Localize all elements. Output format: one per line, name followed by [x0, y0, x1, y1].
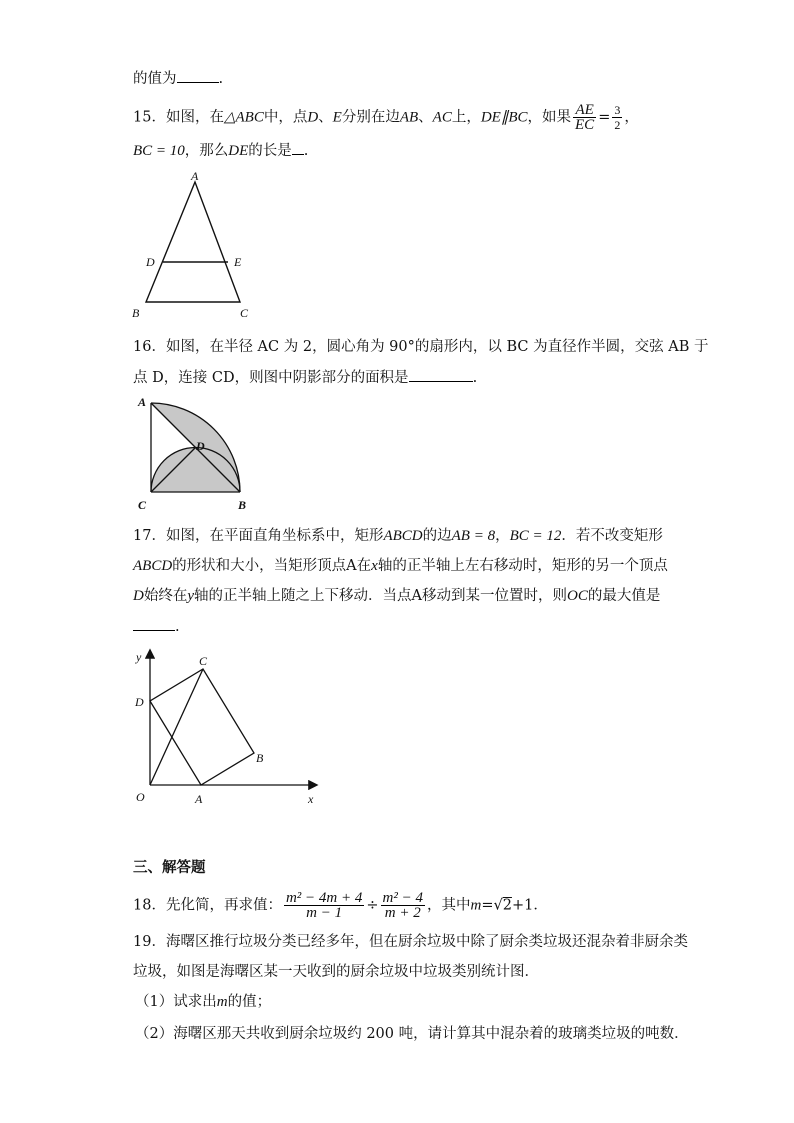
q18-eq: = — [481, 897, 494, 914]
q14-tail-line — [133, 68, 223, 89]
q19-text: 19．海曙区推行垃圾分类已经多年，但在厨余垃圾中除了厨余类垃圾还混杂着非厨余类 — [133, 934, 688, 950]
q15-point-d: D — [307, 109, 319, 126]
q15-line2 — [133, 140, 308, 161]
q17-point-a: A — [411, 588, 422, 604]
q18-sqrt: √2 — [493, 897, 512, 914]
q15-number: 15． — [133, 109, 166, 126]
q15-triangle: △ABC — [223, 109, 264, 126]
q16-label-b: B — [238, 498, 247, 512]
q15-triangle-figure — [128, 168, 268, 320]
q16-label-a: A — [138, 395, 147, 409]
q16-label-c: C — [138, 498, 147, 512]
q18-text: ，其中 — [426, 897, 471, 914]
q17-ab-value: = 8 — [469, 528, 496, 544]
q15-text: ， — [624, 109, 639, 126]
q17-text: 的边 — [422, 528, 452, 544]
q18-text: 18．先化简，再求值： — [133, 897, 282, 914]
q17-text: 的形状和大小，当矩形顶点 — [172, 558, 347, 574]
q17-text: 移动到某一位置时，则 — [422, 588, 567, 604]
q15-ratio-right: $\frac{3}{2}$ — [614, 103, 621, 132]
q17-rect: ABCD — [383, 528, 423, 544]
q15-text: ，如果 — [527, 109, 572, 126]
q18-m: m — [470, 897, 482, 914]
q19-sub1-text: （1）试求出 — [135, 994, 217, 1010]
q16-end: . — [472, 370, 478, 386]
q15-point-e: E — [332, 109, 342, 126]
q16-text: 16．如图，在半径 AC 为 2，圆心角为 90°的扇形内，以 BC 为直径作半圆，交弦 AB 于 — [133, 339, 709, 355]
q18-line — [133, 891, 548, 920]
q14-answer-blank[interactable] — [177, 68, 219, 83]
q17-line2 — [133, 556, 668, 576]
q15-label-e: E — [234, 255, 242, 269]
q17-label-x: x — [308, 792, 314, 806]
q17-point-d: D — [133, 588, 144, 604]
q17-text: ， — [495, 528, 510, 544]
q15-bc-value: = 10 — [152, 143, 185, 159]
q17-label-c: C — [199, 654, 208, 668]
q16-text: 点 D，连接 CD，则图中阴影部分的面积是 — [133, 370, 409, 386]
q15-end: . — [303, 143, 309, 159]
q19-sub1-text: 的值； — [227, 994, 272, 1010]
q15-ratio-left: $\frac{AE}{EC}$ — [575, 102, 595, 133]
q15-label-b: B — [132, 306, 140, 320]
q18-end: ． — [533, 897, 548, 914]
section-title: 三、解答题 — [133, 859, 206, 876]
q17-rect: ABCD — [133, 558, 173, 574]
q15-label-c: C — [240, 306, 249, 320]
q15-answer-blank[interactable] — [292, 140, 304, 155]
q14-tail-text: 的值为 — [133, 71, 177, 87]
q15-parallel: DE∥BC — [480, 109, 528, 126]
q16-sector-figure — [134, 392, 258, 514]
q17-label-o: O — [136, 790, 145, 804]
q17-text: 轴的正半轴上随之上下移动．当点 — [194, 588, 412, 604]
q19-line1 — [133, 932, 688, 952]
q16-label-d: D — [196, 439, 205, 453]
q17-point-a: A — [346, 558, 357, 574]
q19-m: m — [216, 994, 228, 1010]
q17-answer-blank[interactable] — [133, 616, 175, 631]
q17-line4 — [133, 616, 180, 637]
q17-label-y: y — [136, 650, 142, 664]
q17-text: 始终在 — [143, 588, 188, 604]
q17-oc: OC — [567, 588, 588, 604]
q17-bc: BC — [509, 528, 529, 544]
q17-label-d: D — [135, 695, 144, 709]
q19-sub2-text: （2）海曙区那天共收到厨余垃圾约 200 吨，请计算其中混杂着的玻璃类垃圾的吨数． — [135, 1026, 689, 1042]
q15-bc: BC — [133, 143, 153, 159]
q15-text: 如图，在 — [165, 109, 224, 126]
q19-sub2 — [135, 1024, 689, 1044]
q15-side-ab: AB — [399, 109, 419, 126]
q15-text: 上， — [451, 109, 481, 126]
q15-text: 的长是 — [248, 143, 292, 159]
q17-line3 — [133, 586, 660, 606]
q15-text: 、 — [418, 109, 433, 126]
q18-divide: ÷ — [366, 897, 379, 914]
q19-text: 垃圾，如图是海曙区某一天收到的厨余垃圾中垃圾类别统计图． — [133, 964, 539, 980]
q16-answer-blank[interactable] — [409, 367, 473, 382]
q19-sub1 — [135, 992, 271, 1012]
q17-text: ．若不改变矩形 — [561, 528, 663, 544]
q17-label-a: A — [195, 792, 203, 806]
q15-label-a: A — [191, 169, 199, 183]
q17-ab: AB — [451, 528, 470, 544]
q17-text: 的最大值是 — [587, 588, 661, 604]
q17-y: y — [187, 588, 195, 604]
q15-de: DE — [228, 143, 249, 159]
q17-bc-value: = 12 — [528, 528, 562, 544]
q16-line2 — [133, 367, 477, 388]
q18-fraction-2: $\frac{\text{m² − 4}}{m + 2}$ — [382, 890, 423, 921]
q15-text: 分别在边 — [341, 109, 400, 126]
q15-side-ac: AC — [432, 109, 452, 126]
q17-x: x — [371, 558, 378, 574]
q15-line1 — [133, 103, 639, 132]
q17-label-b: B — [256, 751, 264, 765]
q15-label-d: D — [146, 255, 155, 269]
q17-line1 — [133, 526, 663, 546]
q14-end: . — [218, 71, 224, 87]
q17-text: 17．如图，在平面直角坐标系中，矩形 — [133, 528, 384, 544]
q17-coordinate-figure — [130, 645, 330, 810]
q17-text: 轴的正半轴上左右移动时，矩形的另一个顶点 — [377, 558, 668, 574]
q15-eq: = — [598, 109, 611, 126]
q19-line2 — [133, 962, 539, 982]
q17-text: 在 — [356, 558, 372, 574]
q15-text: 、 — [318, 109, 333, 126]
q15-text: ，那么 — [184, 143, 229, 159]
q17-end: . — [175, 619, 180, 635]
section-heading — [133, 858, 206, 878]
q15-text: 中，点 — [263, 109, 308, 126]
q18-fraction-1: $\frac{\text{m² − 4m + 4}}{m - 1}$ — [285, 890, 363, 921]
q16-line1 — [133, 337, 708, 357]
q18-plus: +1 — [511, 897, 534, 914]
